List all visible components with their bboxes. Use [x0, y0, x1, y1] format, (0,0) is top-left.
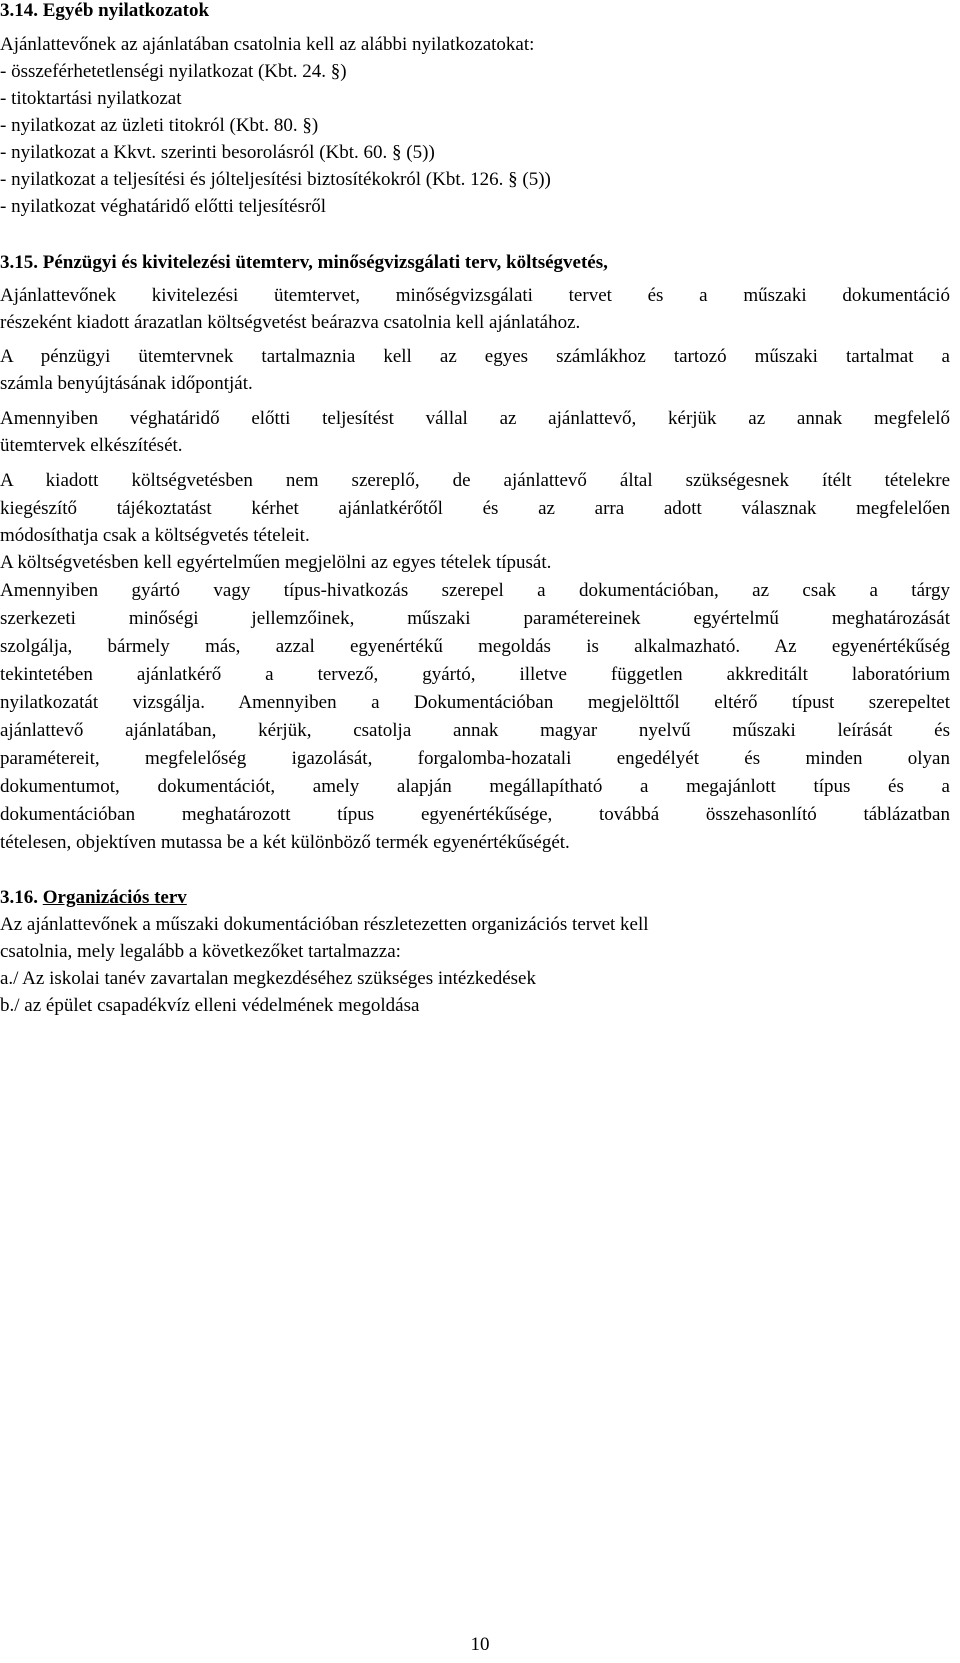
section-heading-3-15 [0, 252, 608, 274]
paragraph-line: A költségvetésben kell egyértelműen megjelölni az egyes tételek típusát. [0, 552, 552, 573]
list-item: - nyilatkozat véghatáridő előtti teljesítésről [0, 196, 327, 217]
paragraph-line: Amennyiben gyártó vagy típus-hivatkozás szerepel a dokumentációban, az csak a tárgy [0, 580, 950, 601]
paragraph-line: kiegészítő tájékoztatást kérhet ajánlatkérőtől és az arra adott válasznak megfelelően [0, 498, 950, 519]
section-number: 3.15. [0, 252, 38, 273]
paragraph-line: A kiadott költségvetésben nem szereplő, de ajánlattevő által szükségesnek ítélt tételekre [0, 470, 950, 491]
list-item: a./ Az iskolai tanév zavartalan megkezdéséhez szükséges intézkedések [0, 968, 536, 989]
intro-text: Ajánlattevőnek az ajánlatában csatolnia kell az alábbi nyilatkozatokat: [0, 34, 535, 55]
list-item: - összeférhetetlenségi nyilatkozat (Kbt. 24. §) [0, 61, 347, 82]
list-item: - nyilatkozat a teljesítési és jólteljesítési biztosítékokról (Kbt. 126. § (5)) [0, 169, 551, 190]
paragraph-line: tételesen, objektíven mutassa be a két különböző termék egyenértékűségét. [0, 832, 570, 853]
page-number: 10 [470, 1634, 490, 1655]
list-item: - nyilatkozat a Kkvt. szerinti besorolásról (Kbt. 60. § (5)) [0, 142, 435, 163]
paragraph-line: tekintetében ajánlatkérő a tervező, gyártó, illetve független akkreditált laboratórium [0, 664, 950, 685]
section-title: Pénzügyi és kivitelezési ütemterv, minőségvizsgálati terv, költségvetés, [42, 252, 608, 273]
paragraph-line: számla benyújtásának időpontját. [0, 373, 253, 394]
list-item: - nyilatkozat az üzleti titokról (Kbt. 80. §) [0, 115, 319, 136]
paragraph-line: módosíthatja csak a költségvetés tételeit. [0, 525, 310, 546]
paragraph-line: ajánlattevő ajánlatában, kérjük, csatolja annak magyar nyelvű műszaki leírását és [0, 720, 950, 741]
section-heading-3-16 [0, 887, 187, 909]
section-number: 3.14. [0, 0, 38, 21]
paragraph-line: részeként kiadott árazatlan költségvetést beárazva csatolnia kell ajánlatához. [0, 312, 581, 333]
paragraph-line: Az ajánlattevőnek a műszaki dokumentációban részletezetten organizációs tervet kell [0, 914, 649, 935]
paragraph-line: paramétereit, megfelelőség igazolását, forgalomba-hozatali engedélyét és minden olyan [0, 748, 950, 769]
paragraph-line: dokumentumot, dokumentációt, amely alapján megállapítható a megajánlott típus és a [0, 776, 950, 797]
paragraph-line: dokumentációban meghatározott típus egyenértékűsége, továbbá összehasonlító táblázatban [0, 804, 950, 825]
section-title: Organizációs terv [42, 887, 187, 908]
paragraph-line: szerkezeti minőségi jellemzőinek, műszaki paramétereinek egyértelmű meghatározását [0, 608, 950, 629]
section-number: 3.16. [0, 887, 38, 908]
list-item: - titoktartási nyilatkozat [0, 88, 182, 109]
paragraph-line: Amennyiben véghatáridő előtti teljesítést vállal az ajánlattevő, kérjük az annak megfelelő [0, 408, 950, 429]
paragraph-line: nyilatkozatát vizsgálja. Amennyiben a Dokumentációban megjelölttől eltérő típust szerepeltet [0, 692, 950, 713]
section-heading-3-14 [0, 0, 209, 22]
section-title: Egyéb nyilatkozatok [42, 0, 210, 21]
paragraph-line: csatolnia, mely legalább a következőket tartalmazza: [0, 941, 401, 962]
paragraph-line: szolgálja, bármely más, azzal egyenértékű megoldás is alkalmazható. Az egyenértékűség [0, 636, 950, 657]
paragraph-line: Ajánlattevőnek kivitelezési ütemtervet, minőségvizsgálati tervet és a műszaki dokumentáció [0, 285, 950, 306]
paragraph-line: ütemtervek elkészítését. [0, 435, 183, 456]
list-item: b./ az épület csapadékvíz elleni védelmének megoldása [0, 995, 420, 1016]
paragraph-line: A pénzügyi ütemtervnek tartalmaznia kell az egyes számlákhoz tartozó műszaki tartalmat a [0, 346, 950, 367]
